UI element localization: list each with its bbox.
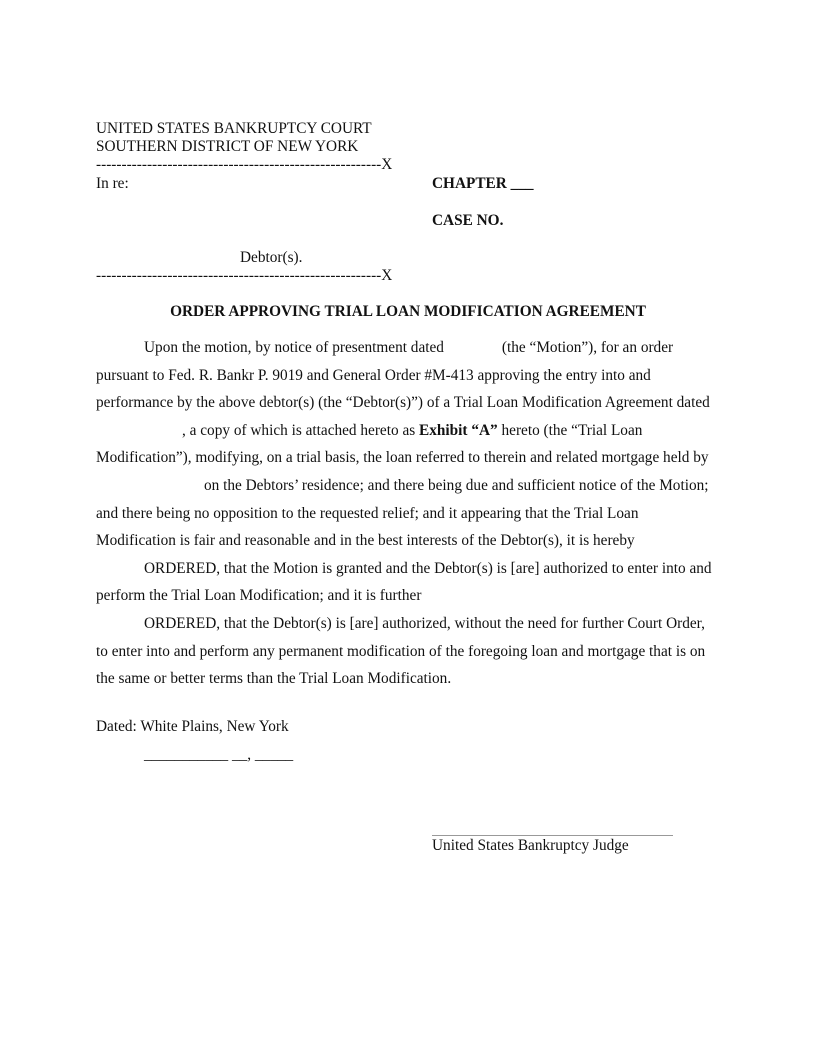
order-body: [96, 334, 718, 693]
court-name: UNITED STATES BANKRUPTCY COURT: [96, 120, 372, 137]
case-number-label: CASE NO.: [432, 212, 504, 229]
caption-divider-bottom: --------------------------------------------------------X: [96, 267, 393, 284]
exhibit-reference: Exhibit “A”: [419, 421, 498, 439]
paragraph-motion: [96, 334, 718, 555]
in-re-label: In re:: [96, 175, 129, 192]
judge-title: United States Bankruptcy Judge: [432, 837, 629, 854]
motion-text-b: (the “Motion”), for an order pursuant to Fed. R. Bankr P. 9019 and General Order #M-413 approving the entry into and performance by the above debtor(s) (the “Debtor(s)”) of a Trial Loan Modification Agreement dated: [96, 339, 710, 412]
chapter-label: CHAPTER ___: [432, 175, 534, 192]
caption-divider-top: --------------------------------------------------------X: [96, 156, 393, 173]
paragraph-ordered-granted: ORDERED, that the Motion is granted and the Debtor(s) is [are] authorized to enter into and perform the Trial Loan Modification; and it is further: [96, 559, 712, 605]
paragraph-ordered-permanent: ORDERED, that the Debtor(s) is [are] authorized, without the need for further Court Order, to enter into and perform any permanent modification of the foregoing loan and mortgage that is on the same or better terms than the Trial Loan Modification.: [96, 614, 706, 688]
motion-text-e: on the Debtors’ residence; and there being due and sufficient notice of the Motion; and there being no opposition to the requested relief; and it appearing that the Trial Loan Modification is fair and reasonable and in the best interests of the Debtor(s), it is hereby: [96, 476, 709, 550]
debtor-label: Debtor(s).: [240, 249, 303, 266]
motion-text-d: hereto (the “Trial Loan Modification”), modifying, on a trial basis, the loan referred to therein and related mortgage held by: [96, 421, 709, 467]
motion-text-c: , a copy of which is attached hereto as: [182, 421, 416, 439]
order-title: ORDER APPROVING TRIAL LOAN MODIFICATION AGREEMENT: [170, 303, 646, 320]
motion-text-a: Upon the motion, by notice of presentment dated: [144, 339, 444, 356]
dated-location: Dated: White Plains, New York: [96, 718, 289, 735]
signature-line: [432, 835, 673, 836]
dated-blank-date: ___________ __, _____: [144, 746, 294, 763]
court-district: SOUTHERN DISTRICT OF NEW YORK: [96, 138, 359, 155]
